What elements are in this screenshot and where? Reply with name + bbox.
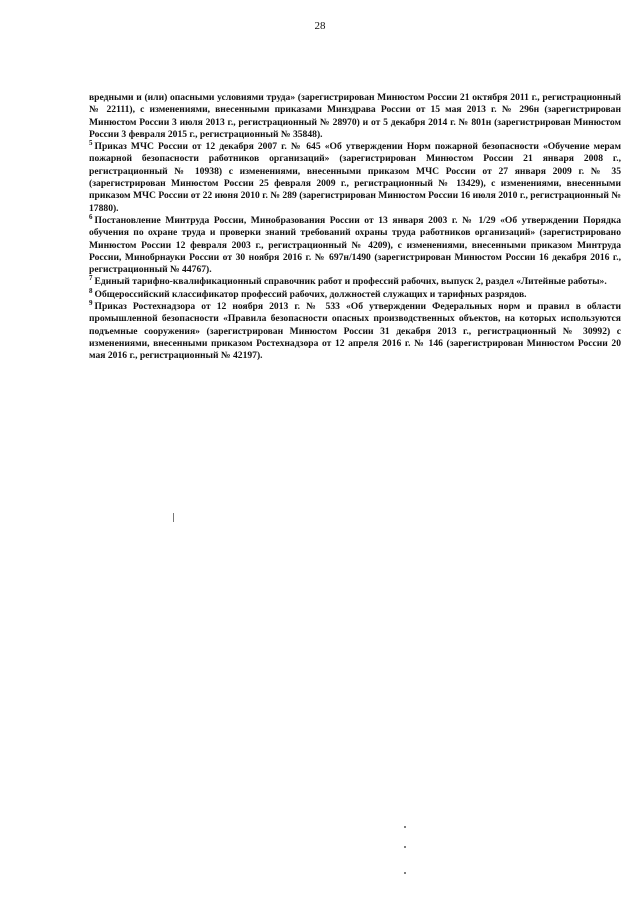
footnote-marker: 5: [89, 139, 93, 148]
footnote-text: Постановление Минтруда России, Минобразования России от 13 января 2003 г. № 1/29 «Об утверждении Порядка обучения по охране труда и проверки знаний требований охраны труда работников организаций» (зарегистрировано Минюстом России 12 февраля 2003 г., регистрационный № 4209), с изменениями, внесенными приказом Минтруда России, Минобрнауки России от 30 ноября 2016 г. № 697н/1490 (зарегистрирован Минюстом России 16 декабря 2016 г., регистрационный № 44767).: [89, 214, 621, 276]
footnote-5: [89, 141, 621, 215]
footnote-marker: 6: [89, 212, 93, 221]
scan-dot: [404, 826, 406, 828]
footnote-text: Приказ МЧС России от 12 декабря 2007 г. № 645 «Об утверждении Норм пожарной безопасности «Обучение мерам пожарной безопасности работников организаций» (зарегистрирован Минюстом России 21 января 2008 г., регистрационный № 10938) с изменениями, внесенными приказом МЧС России от 27 января 2009 г. № 35 (зарегистрирован Минюстом России 25 февраля 2009 г., регистрационный № 13429), с изменениями, внесенными приказом МЧС России от 22 июня 2010 г. № 289 (зарегистрирован Минюстом России 16 июля 2010 г., регистрационный № 17880).: [89, 141, 621, 214]
footnote-7: [89, 276, 621, 288]
footnote-6: [89, 212, 621, 276]
footnote-8: [89, 286, 621, 301]
footnote-text: вредными и (или) опасными условиями труда» (зарегистрирован Минюстом России 21 октября 2011 г., регистрационный № 22111), с изменениями, внесенными приказами Минздрава России от 15 мая 2013 г. № 296н (зарегистрирован Минюстом России 3 июля 2013 г., регистрационный № 28970) и от 5 декабря 2014 г. № 801н (зарегистрирован Минюстом России 3 февраля 2015 г., регистрационный № 35848).: [89, 92, 621, 140]
footnote-9: [89, 301, 621, 362]
page-number: 28: [314, 20, 326, 32]
footnotes-section: [89, 92, 621, 363]
footnote-marker: 9: [89, 299, 93, 308]
scan-dot: [404, 846, 406, 848]
scan-dot: [404, 872, 406, 874]
footnote-marker: 8: [89, 286, 93, 295]
footnote-continuation: [89, 92, 621, 141]
footnote-text: Приказ Ростехнадзора от 12 ноября 2013 г. № 533 «Об утверждении Федеральных норм и правил в области промышленной безопасности «Правила безопасности опасных производственных объектов, на которых используются подъемные сооружения» (зарегистрирован Минюстом России 31 декабря 2013 г., регистрационный № 30992) с изменениями, внесенными приказом Ростехнадзора от 12 апреля 2016 г. № 146 (зарегистрирован Минюстом России 20 мая 2016 г., регистрационный № 42197).: [89, 301, 621, 362]
footnote-marker: 7: [89, 274, 93, 283]
scan-mark: [173, 513, 174, 522]
footnote-text: Единый тарифно-квалификационный справочник работ и профессий рабочих, выпуск 2, раздел «Литейные работы».: [94, 276, 607, 288]
footnote-text: Общероссийский классификатор профессий рабочих, должностей служащих и тарифных разрядов.: [94, 288, 527, 300]
